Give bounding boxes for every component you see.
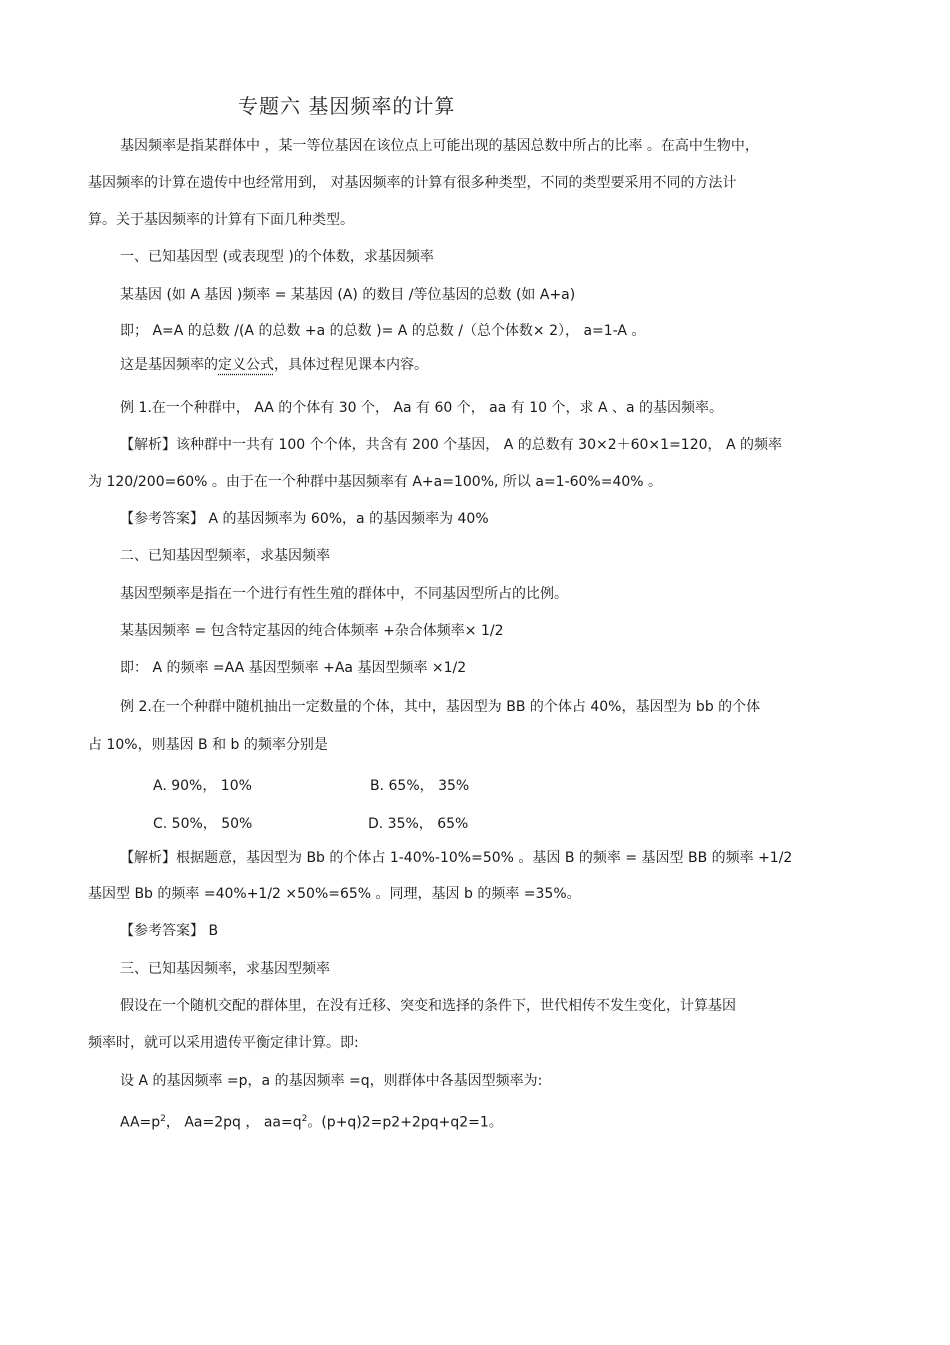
hardy-weinberg-equation xyxy=(120,1110,503,1132)
intro-line-3: 算。关于基因频率的计算有下面几种类型。 xyxy=(88,212,354,228)
equation-exponent-1: 2 xyxy=(160,1114,166,1124)
equation-part-1: AA=p xyxy=(120,1114,161,1131)
analysis-2-line-1: 【解析】根据题意，基因型为 Bb 的个体占 1-40%-10%=50% 。基因 B 的频率 = 基因型 BB 的频率 +1/2 xyxy=(120,850,793,866)
intro-line-2: 基因频率的计算在遗传中也经常用到， 对基因频率的计算有很多种类型，不同的类型要采用不同的方法计 xyxy=(88,175,737,191)
section-heading-1: 一、已知基因型 (或表现型 )的个体数，求基因频率 xyxy=(120,249,434,265)
option-a: A. 90%， 10% xyxy=(153,778,252,794)
example-1: 例 1.在一个种群中， AA 的个体有 30 个， Aa 有 60 个， aa 有 10 个，求 A 、a 的基因频率。 xyxy=(120,400,724,416)
analysis-1-line-1: 【解析】该种群中一共有 100 个个体，共含有 200 个基因， A 的总数有 30×2＋60×1=120， A 的频率 xyxy=(120,437,783,453)
analysis-1-line-2: 为 120/200=60% 。由于在一个种群中基因频率有 A+a=100%, 所以 a=1-60%=40% 。 xyxy=(88,474,663,490)
formula-line-1: 某基因 (如 A 基因 )频率 = 某基因 (A) 的数目 /等位基因的总数 (如 A+a) xyxy=(120,287,576,303)
section-heading-3: 三、已知基因频率，求基因型频率 xyxy=(120,961,330,977)
option-c: C. 50%， 50% xyxy=(153,816,253,832)
option-d: D. 35%， 65% xyxy=(368,816,469,832)
definition-note-start: 这是基因频率的 xyxy=(120,357,218,373)
genotype-formula-1: 某基因频率 = 包含特定基因的纯合体频率 +杂合体频率× 1/2 xyxy=(120,623,504,639)
definition-formula-emphasis: 定义公式 xyxy=(218,357,274,373)
answer-1: 【参考答案】 A 的基因频率为 60%，a 的基因频率为 40% xyxy=(120,511,489,527)
definition-note-end: ，具体过程见课本内容。 xyxy=(274,357,428,373)
definition-note xyxy=(120,356,428,374)
intro-line-1: 基因频率是指某群体中 ，某一等位基因在该位点上可能出现的基因总数中所占的比率 。在高中生物中， xyxy=(120,138,759,154)
hardy-weinberg-setup: 设 A 的基因频率 =p，a 的基因频率 =q，则群体中各基因型频率为: xyxy=(120,1073,543,1089)
hardy-weinberg-intro-2: 频率时，就可以采用遗传平衡定律计算。即: xyxy=(88,1035,359,1051)
equation-part-3: 。(p+q)2=p2+2pq+q2=1。 xyxy=(307,1114,503,1131)
option-b: B. 65%， 35% xyxy=(370,778,470,794)
answer-2: 【参考答案】 B xyxy=(120,923,219,939)
genotype-formula-2: 即： A 的频率 =AA 基因型频率 +Aa 基因型频率 ×1/2 xyxy=(120,660,467,676)
formula-line-2: 即； A=A 的总数 /(A 的总数 +a 的总数 )= A 的总数 /（总个体数× 2）， a=1-A 。 xyxy=(120,323,646,339)
section-heading-2: 二、已知基因型频率，求基因频率 xyxy=(120,548,330,564)
example-2-line-2: 占 10%，则基因 B 和 b 的频率分别是 xyxy=(88,737,328,753)
example-2-line-1: 例 2.在一个种群中随机抽出一定数量的个体，其中，基因型为 BB 的个体占 40%，基因型为 bb 的个体 xyxy=(120,699,761,715)
page-title: 专题六 基因频率的计算 xyxy=(238,94,456,118)
analysis-2-line-2: 基因型 Bb 的频率 =40%+1/2 ×50%=65% 。同理，基因 b 的频率 =35%。 xyxy=(88,886,581,902)
equation-exponent-2: 2 xyxy=(301,1114,308,1124)
genotype-frequency-definition: 基因型频率是指在一个进行有性生殖的群体中，不同基因型所占的比例。 xyxy=(120,586,568,602)
hardy-weinberg-intro-1: 假设在一个随机交配的群体里，在没有迁移、突变和选择的条件下，世代相传不发生变化，计算基因 xyxy=(120,998,736,1014)
equation-part-2: ， Aa=2pq ， aa=q xyxy=(165,1114,302,1131)
